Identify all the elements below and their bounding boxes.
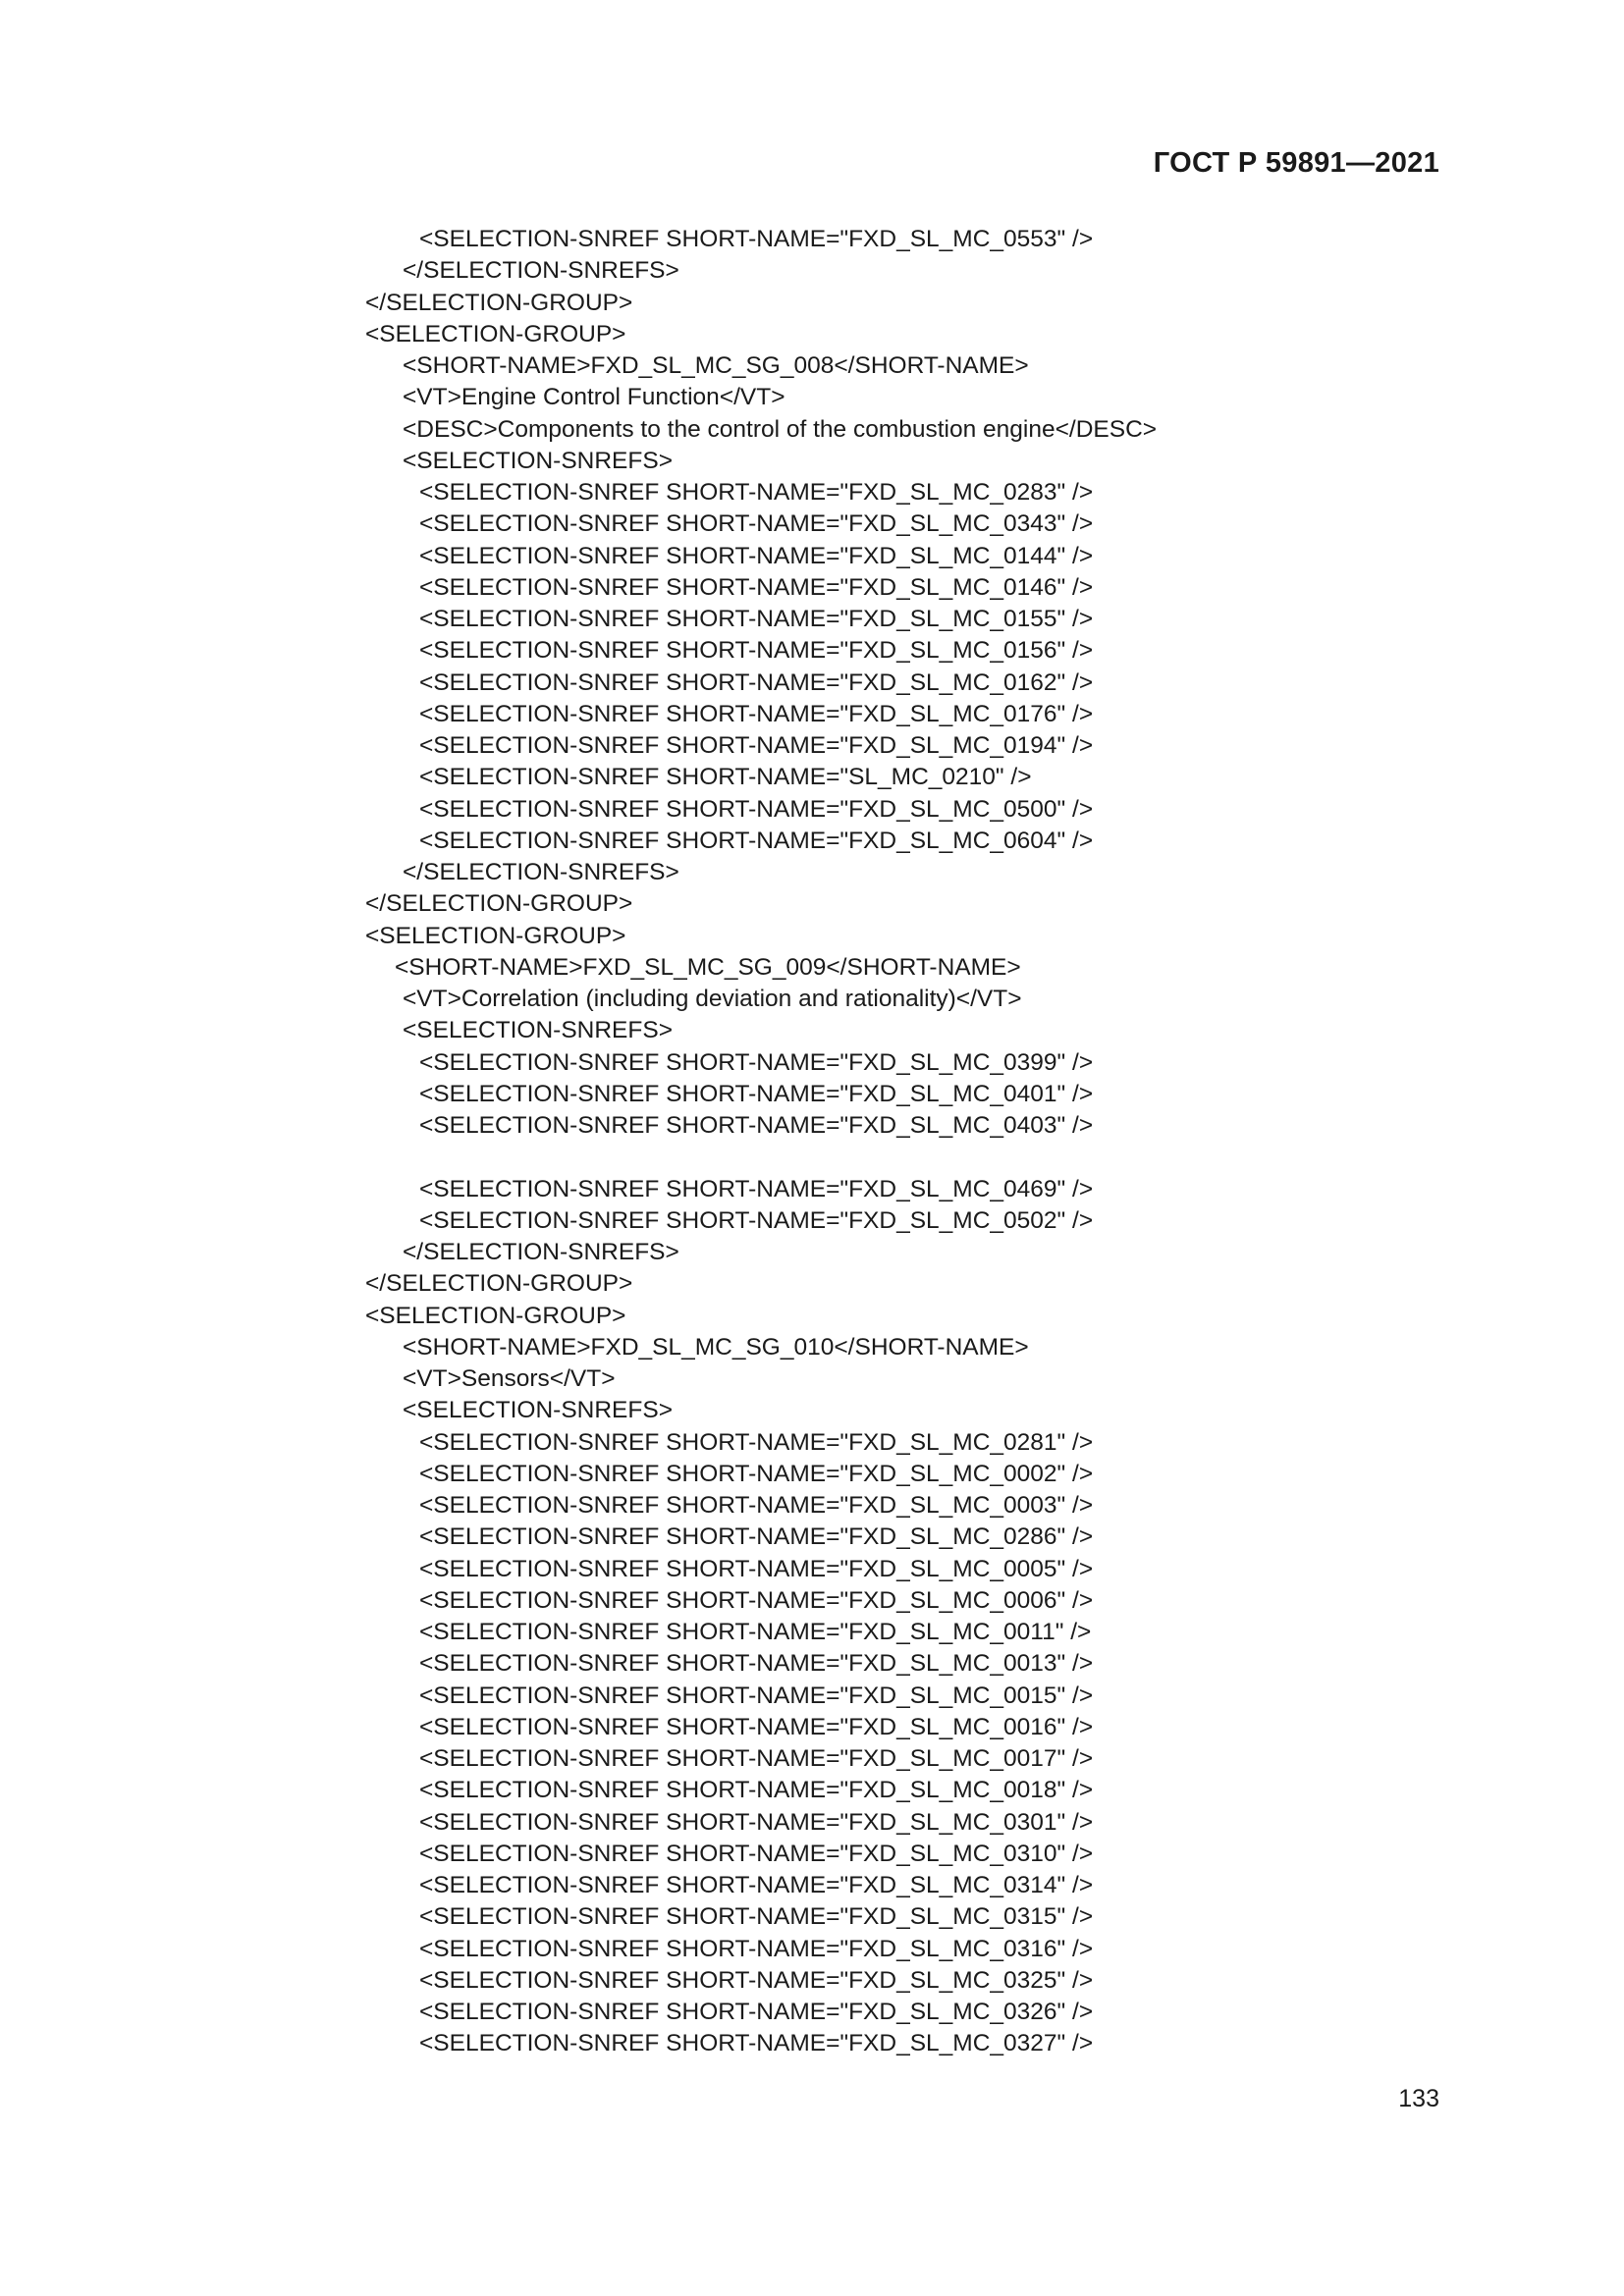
code-line: <SHORT-NAME>FXD_SL_MC_SG_010</SHORT-NAME> xyxy=(403,1333,1029,1361)
code-line: <SELECTION-SNREF SHORT-NAME="FXD_SL_MC_0343" /> xyxy=(419,510,1094,538)
code-line: <SELECTION-GROUP> xyxy=(365,1302,626,1329)
code-line: </SELECTION-SNREFS> xyxy=(403,257,679,285)
code-line: <SELECTION-SNREF SHORT-NAME="SL_MC_0210" /> xyxy=(419,764,1032,791)
code-line: <SELECTION-SNREF SHORT-NAME="FXD_SL_MC_0502" /> xyxy=(419,1206,1094,1234)
code-line: <SHORT-NAME>FXD_SL_MC_SG_008</SHORT-NAME> xyxy=(403,352,1029,379)
code-line: <SELECTION-SNREF SHORT-NAME="FXD_SL_MC_0281" /> xyxy=(419,1428,1094,1456)
xml-code-listing xyxy=(365,224,1445,2060)
code-line: <SELECTION-SNREF SHORT-NAME="FXD_SL_MC_0162" /> xyxy=(419,668,1094,696)
code-line: <SELECTION-SNREF SHORT-NAME="FXD_SL_MC_0155" /> xyxy=(419,606,1094,632)
page-number: 133 xyxy=(1398,2085,1439,2112)
code-line: <SELECTION-SNREF SHORT-NAME="FXD_SL_MC_0315" /> xyxy=(419,1903,1094,1931)
code-line: <SELECTION-SNREF SHORT-NAME="FXD_SL_MC_0006" /> xyxy=(419,1586,1094,1614)
code-line: <SHORT-NAME>FXD_SL_MC_SG_009</SHORT-NAME> xyxy=(395,953,1021,981)
code-line: </SELECTION-SNREFS> xyxy=(403,1239,679,1265)
code-line: <SELECTION-SNREF SHORT-NAME="FXD_SL_MC_0003" /> xyxy=(419,1492,1094,1519)
code-line: <SELECTION-SNREF SHORT-NAME="FXD_SL_MC_0310" /> xyxy=(419,1840,1094,1867)
code-line: <SELECTION-SNREF SHORT-NAME="FXD_SL_MC_0301" /> xyxy=(419,1808,1094,1836)
code-line: <SELECTION-SNREF SHORT-NAME="FXD_SL_MC_0013" /> xyxy=(419,1650,1094,1678)
code-line: <SELECTION-SNREF SHORT-NAME="FXD_SL_MC_0283" /> xyxy=(419,479,1094,506)
code-line: <SELECTION-SNREF SHORT-NAME="FXD_SL_MC_0015" /> xyxy=(419,1682,1094,1709)
code-line: </SELECTION-GROUP> xyxy=(365,890,633,918)
code-line: <SELECTION-SNREF SHORT-NAME="FXD_SL_MC_0403" /> xyxy=(419,1112,1094,1139)
code-line: <SELECTION-SNREFS> xyxy=(403,447,674,474)
code-line: <VT>Engine Control Function</VT> xyxy=(403,384,785,411)
code-line: </SELECTION-GROUP> xyxy=(365,1270,633,1298)
code-line: <SELECTION-SNREF SHORT-NAME="FXD_SL_MC_0018" /> xyxy=(419,1777,1094,1804)
code-line: <SELECTION-SNREF SHORT-NAME="FXD_SL_MC_0326" /> xyxy=(419,1999,1094,2025)
code-line: <SELECTION-SNREF SHORT-NAME="FXD_SL_MC_0314" /> xyxy=(419,1872,1094,1898)
code-line: <SELECTION-SNREF SHORT-NAME="FXD_SL_MC_0146" /> xyxy=(419,573,1094,601)
code-line: <SELECTION-SNREF SHORT-NAME="FXD_SL_MC_0604" /> xyxy=(419,827,1094,854)
code-line: <SELECTION-SNREFS> xyxy=(403,1017,674,1044)
code-line: <SELECTION-SNREF SHORT-NAME="FXD_SL_MC_0325" /> xyxy=(419,1966,1094,1994)
code-line: <SELECTION-SNREF SHORT-NAME="FXD_SL_MC_0156" /> xyxy=(419,637,1094,665)
code-line: <SELECTION-SNREF SHORT-NAME="FXD_SL_MC_0016" /> xyxy=(419,1713,1094,1740)
code-line: </SELECTION-SNREFS> xyxy=(403,859,679,885)
code-line: <SELECTION-SNREF SHORT-NAME="FXD_SL_MC_0194" /> xyxy=(419,732,1094,759)
code-line: <VT>Correlation (including deviation and rationality)</VT> xyxy=(403,986,1022,1012)
code-line: <SELECTION-SNREF SHORT-NAME="FXD_SL_MC_0327" /> xyxy=(419,2030,1094,2057)
code-line: </SELECTION-GROUP> xyxy=(365,289,633,316)
code-line: <SELECTION-SNREF SHORT-NAME="FXD_SL_MC_0399" /> xyxy=(419,1048,1094,1076)
code-line: <SELECTION-SNREF SHORT-NAME="FXD_SL_MC_0316" /> xyxy=(419,1935,1094,1962)
code-line: <SELECTION-SNREF SHORT-NAME="FXD_SL_MC_0002" /> xyxy=(419,1460,1094,1487)
code-line: <SELECTION-GROUP> xyxy=(365,320,626,347)
code-line: <SELECTION-SNREF SHORT-NAME="FXD_SL_MC_0011" /> xyxy=(419,1619,1092,1645)
code-line: <SELECTION-SNREFS> xyxy=(403,1397,674,1424)
document-header: ГОСТ Р 59891—2021 xyxy=(1153,147,1439,179)
blank-line xyxy=(365,1142,1445,1173)
code-line: <SELECTION-SNREF SHORT-NAME="FXD_SL_MC_0005" /> xyxy=(419,1555,1094,1582)
code-line: <SELECTION-SNREF SHORT-NAME="FXD_SL_MC_0500" /> xyxy=(419,795,1094,823)
code-line: <SELECTION-SNREF SHORT-NAME="FXD_SL_MC_0017" /> xyxy=(419,1745,1094,1772)
code-line: <DESC>Components to the control of the combustion engine</DESC> xyxy=(403,415,1158,443)
code-line: <SELECTION-SNREF SHORT-NAME="FXD_SL_MC_0553" /> xyxy=(419,226,1094,252)
code-line: <SELECTION-SNREF SHORT-NAME="FXD_SL_MC_0401" /> xyxy=(419,1080,1094,1107)
code-line: <SELECTION-SNREF SHORT-NAME="FXD_SL_MC_0176" /> xyxy=(419,700,1094,727)
code-line: <SELECTION-GROUP> xyxy=(365,922,626,949)
code-line: <SELECTION-SNREF SHORT-NAME="FXD_SL_MC_0144" /> xyxy=(419,542,1094,569)
code-line: <VT>Sensors</VT> xyxy=(403,1365,616,1392)
code-line: <SELECTION-SNREF SHORT-NAME="FXD_SL_MC_0469" /> xyxy=(419,1175,1094,1202)
code-line: <SELECTION-SNREF SHORT-NAME="FXD_SL_MC_0286" /> xyxy=(419,1523,1094,1551)
